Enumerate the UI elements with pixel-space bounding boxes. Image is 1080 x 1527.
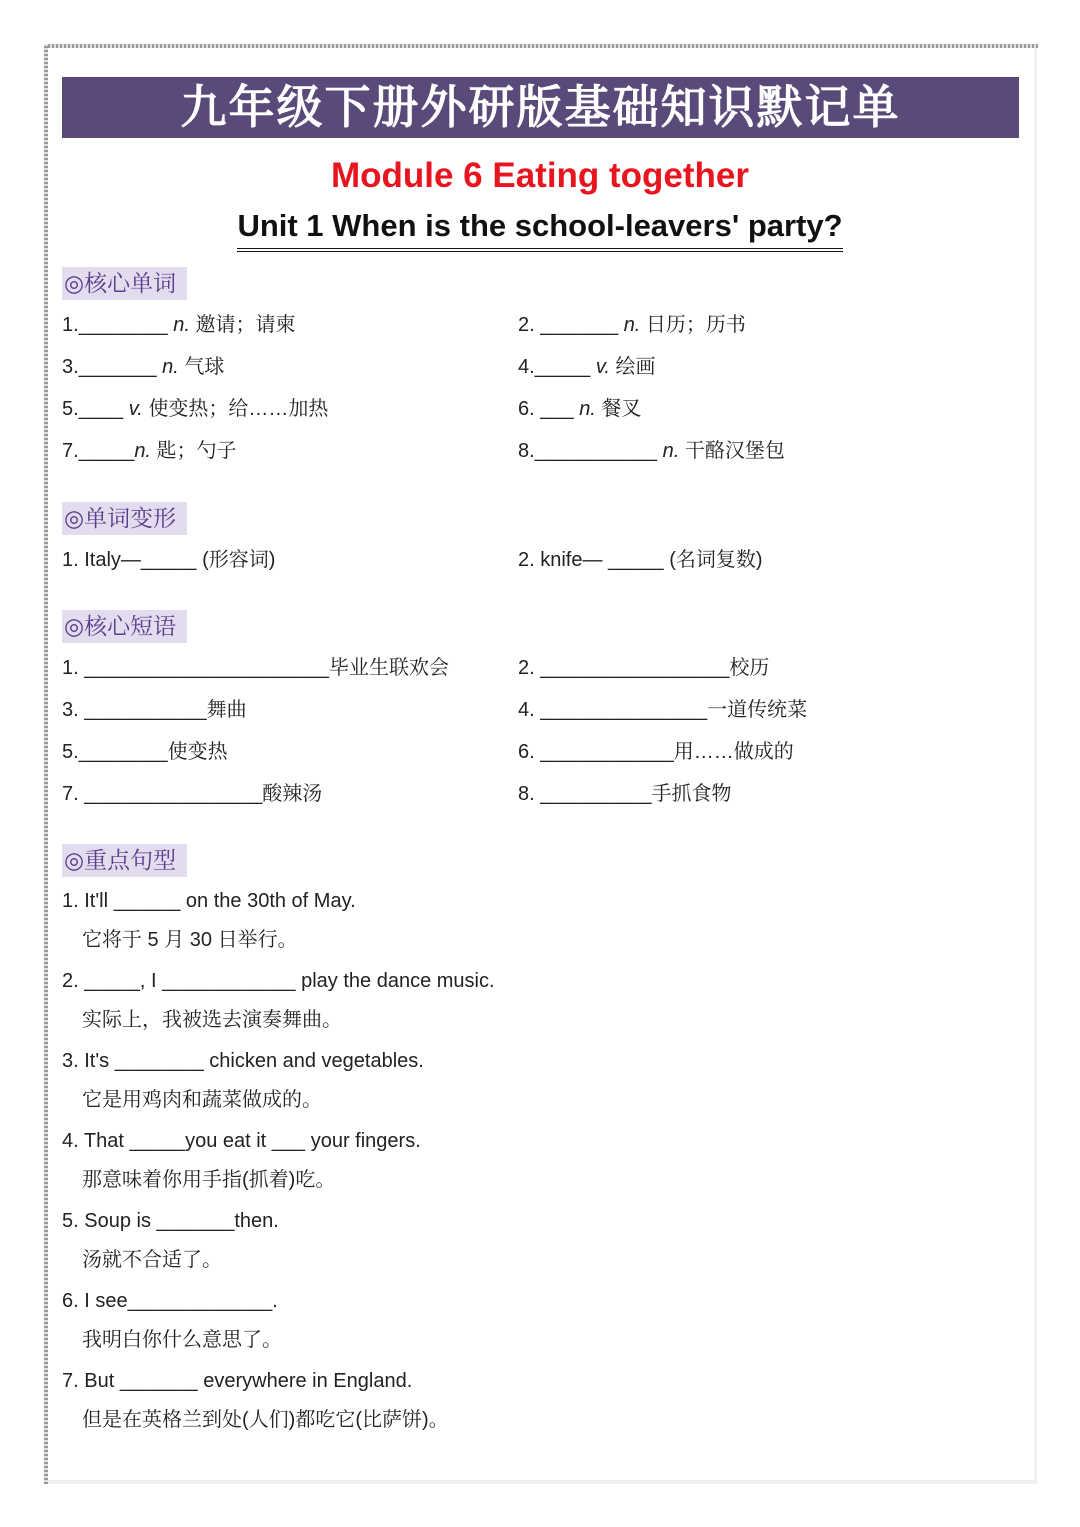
answer-blank: ________ (78, 314, 168, 336)
section-key-sentences: ◎重点句型 (62, 844, 187, 877)
page-border-right (1034, 48, 1037, 1484)
core-word-item-8 (518, 437, 785, 465)
sentence-item-4-en: 4. That _____you eat it ___ your fingers. (62, 1130, 421, 1152)
part-of-speech: n. (579, 398, 596, 420)
meaning: 餐叉 (595, 398, 642, 420)
answer-blank: _____ (78, 440, 135, 462)
phrase-item-8: 8. __________手抓食物 (518, 783, 732, 805)
sentence-item-7-cn: 但是在英格兰到处(人们)都吃它(比萨饼)。 (82, 1409, 449, 1431)
sentence-item-6-cn: 我明白你什么意思了。 (82, 1329, 282, 1351)
sentence-item-6-en: 6. I see_____________. (62, 1290, 278, 1312)
phrase-item-6: 6. ____________用……做成的 (518, 741, 794, 763)
item-number: 2. (518, 314, 541, 336)
item-number: 8. (518, 440, 535, 462)
sentence-item-4-cn: 那意味着你用手指(抓着)吃。 (82, 1169, 336, 1191)
answer-blank: _______ (540, 314, 619, 336)
core-word-item-5 (62, 395, 328, 423)
meaning: 气球 (178, 356, 225, 378)
sentence-item-7-en: 7. But _______ everywhere in England. (62, 1370, 413, 1392)
unit-title-wrapper (0, 206, 1080, 252)
meaning: 邀请；请柬 (189, 314, 296, 336)
part-of-speech: n. (162, 356, 179, 378)
answer-blank: _____ (534, 356, 591, 378)
part-of-speech: n. (134, 440, 151, 462)
item-number: 6. (518, 398, 541, 420)
item-number: 5. (62, 398, 79, 420)
section-word-forms: ◎单词变形 (62, 502, 187, 535)
phrase-item-3: 3. ___________舞曲 (62, 699, 247, 721)
word-form-item-1: 1. Italy—_____ (形容词) (62, 549, 276, 571)
sentence-item-1-cn: 它将于 5 月 30 日举行。 (82, 929, 298, 951)
part-of-speech: n. (623, 314, 641, 336)
part-of-speech: v. (595, 356, 610, 378)
core-word-item-7 (62, 437, 237, 465)
core-word-item-6 (518, 395, 641, 423)
answer-blank: ____ (78, 398, 124, 420)
banner-title: 九年级下册外研版基础知识默记单 (62, 77, 1019, 138)
meaning: 日历；历书 (640, 314, 746, 336)
item-number: 4. (518, 356, 535, 378)
item-number: 1. (62, 314, 79, 336)
phrase-item-5: 5.________使变热 (62, 741, 228, 763)
word-form-item-2: 2. knife— _____ (名词复数) (518, 549, 763, 571)
meaning: 干酪汉堡包 (679, 440, 785, 462)
page-border-top (44, 44, 1038, 48)
part-of-speech: n. (173, 314, 190, 336)
core-word-item-3 (62, 353, 224, 381)
unit-title: Unit 1 When is the school-leavers' party? (237, 206, 842, 252)
page-border-left (44, 44, 48, 1484)
module-title: Module 6 Eating together (330, 156, 750, 195)
phrase-item-1: 1. ______________________毕业生联欢会 (62, 657, 449, 679)
item-number: 3. (62, 356, 79, 378)
part-of-speech: n. (662, 440, 680, 462)
sentence-item-5-en: 5. Soup is _______then. (62, 1210, 279, 1232)
sentence-item-5-cn: 汤就不合适了。 (82, 1249, 222, 1271)
meaning: 绘画 (609, 356, 656, 378)
sentence-item-2-cn: 实际上，我被选去演奏舞曲。 (82, 1009, 342, 1031)
core-word-item-2 (518, 311, 746, 339)
answer-blank: ___________ (534, 440, 658, 462)
item-number: 7. (62, 440, 79, 462)
sentence-item-2-en: 2. _____, I ____________ play the dance music. (62, 970, 495, 992)
answer-blank: _______ (78, 356, 157, 378)
meaning: 匙；勺子 (151, 440, 237, 462)
answer-blank: ___ (540, 398, 574, 420)
page-border-bottom (48, 1480, 1037, 1484)
sentence-item-3-cn: 它是用鸡肉和蔬菜做成的。 (82, 1089, 322, 1111)
phrase-item-2: 2. _________________校历 (518, 657, 770, 679)
section-core-phrases: ◎核心短语 (62, 610, 187, 643)
section-core-words: ◎核心单词 (62, 267, 187, 300)
part-of-speech: v. (128, 398, 143, 420)
core-word-item-4 (518, 353, 656, 381)
sentence-item-1-en: 1. It'll ______ on the 30th of May. (62, 890, 356, 912)
phrase-item-7: 7. ________________酸辣汤 (62, 783, 323, 805)
phrase-item-4: 4. _______________一道传统菜 (518, 699, 808, 721)
sentence-item-3-en: 3. It's ________ chicken and vegetables. (62, 1050, 424, 1072)
core-word-item-1 (62, 311, 295, 339)
meaning: 使变热；给……加热 (142, 398, 329, 420)
